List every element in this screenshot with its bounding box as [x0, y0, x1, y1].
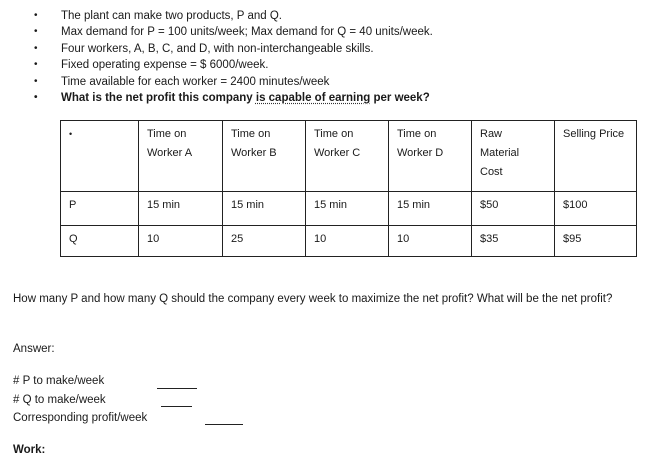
table-cell: $50	[472, 192, 555, 226]
bullet-item	[30, 74, 433, 90]
question-text: How many P and how many Q should the company every week to maximize the net profit? What will be the net profit?	[13, 293, 613, 305]
answer-blank-q[interactable]	[161, 405, 192, 407]
row-label: Q	[61, 226, 139, 257]
bullet-dot: •	[34, 42, 38, 54]
work-label: Work:	[13, 444, 46, 456]
header-raw-material: Raw Material Cost	[472, 121, 555, 192]
bullet-item	[30, 24, 433, 40]
header-worker-a: Time on Worker A	[139, 121, 223, 192]
header-worker-c: Time on Worker C	[306, 121, 389, 192]
answer-blank-profit[interactable]	[205, 423, 243, 425]
answer-row-profit	[13, 412, 147, 424]
table-row	[61, 192, 637, 226]
table-row	[61, 226, 637, 257]
table-cell: 15 min	[306, 192, 389, 226]
bullet-item	[30, 8, 433, 24]
bullet-text: Max demand for P = 100 units/week; Max demand for Q = 40 units/week.	[61, 26, 433, 39]
answer-label: Answer:	[13, 343, 55, 355]
answer-row-q	[13, 394, 106, 406]
problem-bullets	[30, 8, 433, 106]
product-table	[60, 120, 637, 257]
table-cell: 10	[306, 226, 389, 257]
bullet-text: Time available for each worker = 2400 minutes/week	[61, 75, 330, 88]
answer-blank-p[interactable]	[157, 387, 197, 389]
answer-row-p	[13, 375, 104, 387]
bullet-item-question	[30, 90, 433, 106]
table-cell: 25	[223, 226, 306, 257]
header-selling-price: Selling Price	[555, 121, 637, 192]
table-corner-cell	[61, 121, 139, 192]
table-cell: $95	[555, 226, 637, 257]
bullet-text: Fixed operating expense = $ 6000/week.	[61, 59, 269, 72]
bullet-dot: •	[34, 91, 38, 103]
table-header-row	[61, 121, 637, 192]
question-after: per week?	[370, 91, 430, 104]
row-label: P	[61, 192, 139, 226]
question-underlined: is capable of earning	[255, 91, 371, 104]
header-worker-d: Time on Worker D	[389, 121, 472, 192]
answer-label-profit: Corresponding profit/week	[13, 412, 148, 424]
bullet-dot: •	[34, 75, 38, 87]
table-cell: 10	[139, 226, 223, 257]
header-worker-b: Time on Worker B	[223, 121, 306, 192]
bullet-dot: •	[34, 59, 38, 71]
table-cell: $100	[555, 192, 637, 226]
answer-label-p: # P to make/week	[13, 375, 105, 387]
bullet-dot: •	[34, 10, 38, 21]
bullet-item	[30, 57, 433, 73]
bullet-text: Four workers, A, B, C, and D, with non-interchangeable skills.	[61, 42, 374, 55]
bullet-item	[30, 41, 433, 57]
table-cell: $35	[472, 226, 555, 257]
corner-bullet: •	[69, 129, 73, 139]
table-cell: 15 min	[139, 192, 223, 226]
bullet-text: The plant can make two products, P and Q.	[61, 10, 282, 22]
table-cell: 10	[389, 226, 472, 257]
answer-label-q: # Q to make/week	[13, 394, 106, 406]
table-cell: 15 min	[223, 192, 306, 226]
bullet-dot: •	[34, 26, 38, 38]
question-before: What is the net profit this company	[61, 91, 256, 104]
table-cell: 15 min	[389, 192, 472, 226]
